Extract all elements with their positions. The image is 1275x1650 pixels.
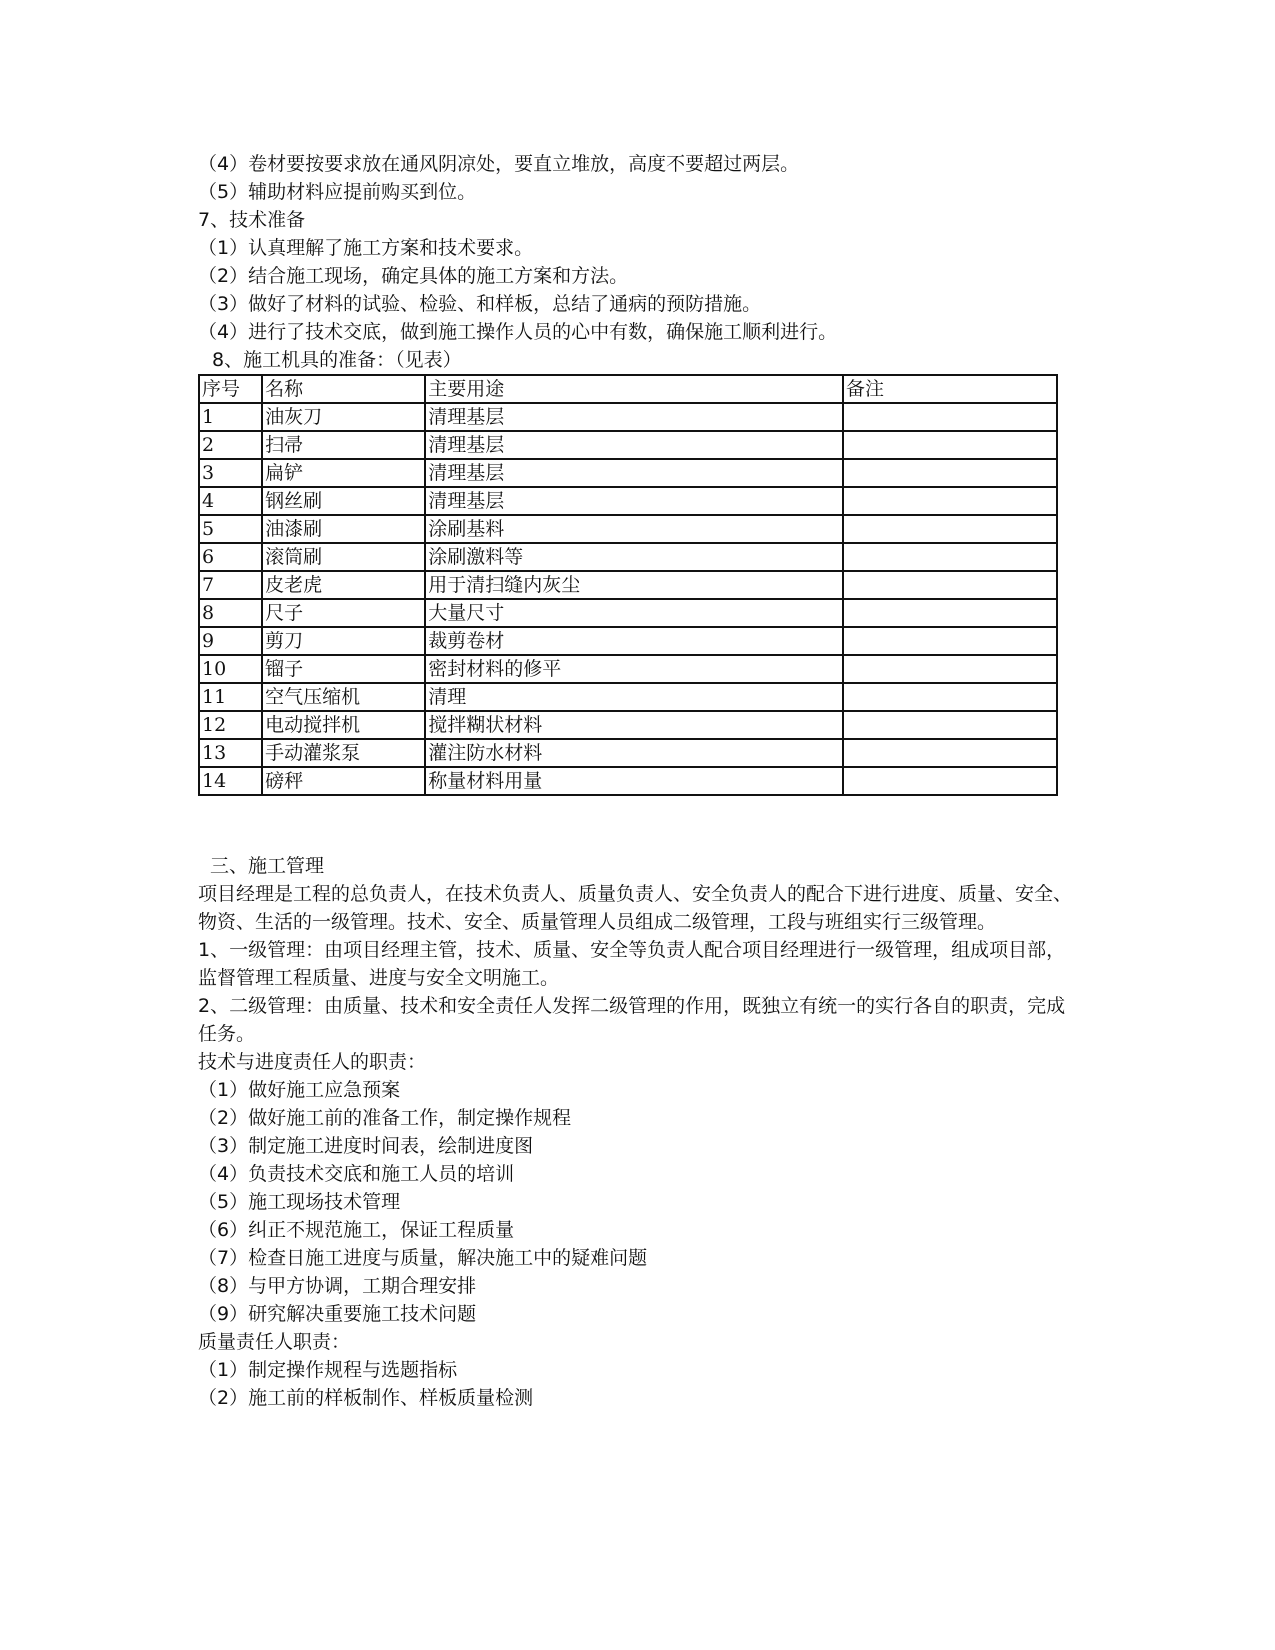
list-item: （7）检查日施工进度与质量，解决施工中的疑难问题 — [198, 1247, 648, 1269]
cell-index: 14 — [199, 767, 262, 795]
cell-name: 剪刀 — [262, 627, 425, 655]
cell-remark — [843, 683, 1057, 711]
list-item: （4）负责技术交底和施工人员的培训 — [198, 1163, 515, 1185]
cell-name: 油漆刷 — [262, 515, 425, 543]
quality-duty-list — [198, 1356, 1078, 1412]
cell-index: 12 — [199, 711, 262, 739]
cell-usage: 清理基层 — [425, 431, 843, 459]
header-usage: 主要用途 — [425, 375, 843, 403]
cell-name: 电动搅拌机 — [262, 711, 425, 739]
cell-index: 4 — [199, 487, 262, 515]
tools-table — [198, 374, 1058, 796]
text-line: （4）卷材要按要求放在通风阴凉处，要直立堆放，高度不要超过两层。 — [198, 153, 800, 175]
list-item: （1）制定操作规程与选题指标 — [198, 1359, 458, 1381]
list-item: （5）施工现场技术管理 — [198, 1191, 401, 1213]
cell-remark — [843, 627, 1057, 655]
table-row — [199, 543, 1057, 571]
paragraph-intro: 项目经理是工程的总负责人，在技术负责人、质量负责人、安全负责人的配合下进行进度、质量、安全、物资、生活的一级管理。技术、安全、质量管理人员组成二级管理，工段与班组实行三级管理。 — [198, 883, 1073, 933]
cell-name: 手动灌浆泵 — [262, 739, 425, 767]
table-row — [199, 599, 1057, 627]
table-row — [199, 711, 1057, 739]
cell-usage: 称量材料用量 — [425, 767, 843, 795]
cell-name: 扫帚 — [262, 431, 425, 459]
cell-index: 10 — [199, 655, 262, 683]
table-row — [199, 767, 1057, 795]
cell-usage: 清理 — [425, 683, 843, 711]
list-item: （8）与甲方协调，工期合理安排 — [198, 1275, 477, 1297]
cell-remark — [843, 571, 1057, 599]
cell-name: 尺子 — [262, 599, 425, 627]
cell-remark — [843, 459, 1057, 487]
cell-index: 5 — [199, 515, 262, 543]
text-line: （4）进行了技术交底，做到施工操作人员的心中有数，确保施工顺利进行。 — [198, 321, 838, 343]
cell-name: 扁铲 — [262, 459, 425, 487]
table-row — [199, 459, 1057, 487]
section-heading: 7、技术准备 — [198, 209, 306, 231]
cell-index: 11 — [199, 683, 262, 711]
cell-usage: 搅拌糊状材料 — [425, 711, 843, 739]
paragraph-level2: 2、二级管理：由质量、技术和安全责任人发挥二级管理的作用，既独立有统一的实行各自的职责，完成任务。 — [198, 995, 1066, 1045]
table-row — [199, 403, 1057, 431]
cell-remark — [843, 767, 1057, 795]
table-row — [199, 627, 1057, 655]
header-name: 名称 — [262, 375, 425, 403]
list-item: （2）施工前的样板制作、样板质量检测 — [198, 1387, 534, 1409]
header-index: 序号 — [199, 375, 262, 403]
cell-name: 镏子 — [262, 655, 425, 683]
table-header-row — [199, 375, 1057, 403]
table-row — [199, 515, 1057, 543]
cell-remark — [843, 543, 1057, 571]
tech-duty-title: 技术与进度责任人的职责： — [198, 1051, 427, 1073]
text-line: （5）辅助材料应提前购买到位。 — [198, 181, 477, 203]
list-item: （3）制定施工进度时间表，绘制进度图 — [198, 1135, 534, 1157]
cell-usage: 灌注防水材料 — [425, 739, 843, 767]
cell-usage: 清理基层 — [425, 487, 843, 515]
cell-usage: 清理基层 — [425, 403, 843, 431]
table-body — [199, 403, 1057, 795]
cell-remark — [843, 655, 1057, 683]
cell-usage: 密封材料的修平 — [425, 655, 843, 683]
cell-usage: 用于清扫缝内灰尘 — [425, 571, 843, 599]
quality-duty-title: 质量责任人职责： — [198, 1331, 351, 1353]
text-line: （2）结合施工现场，确定具体的施工方案和方法。 — [198, 265, 629, 287]
section-title: 三、施工管理 — [210, 855, 325, 877]
cell-remark — [843, 403, 1057, 431]
cell-index: 1 — [199, 403, 262, 431]
document-page — [198, 150, 1078, 1412]
cell-index: 9 — [199, 627, 262, 655]
table-row — [199, 739, 1057, 767]
cell-remark — [843, 515, 1057, 543]
cell-usage: 裁剪卷材 — [425, 627, 843, 655]
cell-index: 8 — [199, 599, 262, 627]
cell-usage: 清理基层 — [425, 459, 843, 487]
tech-duty-list — [198, 1076, 1078, 1328]
text-line: （3）做好了材料的试验、检验、和样板，总结了通病的预防措施。 — [198, 293, 762, 315]
cell-name: 滚筒刷 — [262, 543, 425, 571]
cell-remark — [843, 711, 1057, 739]
cell-remark — [843, 599, 1057, 627]
cell-remark — [843, 487, 1057, 515]
cell-index: 3 — [199, 459, 262, 487]
cell-index: 6 — [199, 543, 262, 571]
paragraph-level1: 1、一级管理：由项目经理主管，技术、质量、安全等负责人配合项目经理进行一级管理，组成项目部，监督管理工程质量、进度与安全文明施工。 — [198, 939, 1066, 989]
cell-name: 皮老虎 — [262, 571, 425, 599]
list-item: （9）研究解决重要施工技术问题 — [198, 1303, 477, 1325]
cell-remark — [843, 739, 1057, 767]
table-row — [199, 571, 1057, 599]
cell-name: 油灰刀 — [262, 403, 425, 431]
table-row — [199, 683, 1057, 711]
list-item: （1）做好施工应急预案 — [198, 1079, 401, 1101]
cell-usage: 涂刷激料等 — [425, 543, 843, 571]
table-row — [199, 655, 1057, 683]
cell-name: 磅秤 — [262, 767, 425, 795]
tools-heading: 8、施工机具的准备：（见表） — [212, 349, 462, 371]
cell-index: 2 — [199, 431, 262, 459]
table-row — [199, 431, 1057, 459]
cell-name: 空气压缩机 — [262, 683, 425, 711]
cell-usage: 涂刷基料 — [425, 515, 843, 543]
list-item: （2）做好施工前的准备工作，制定操作规程 — [198, 1107, 572, 1129]
table-row — [199, 487, 1057, 515]
cell-usage: 大量尺寸 — [425, 599, 843, 627]
cell-remark — [843, 431, 1057, 459]
list-item: （6）纠正不规范施工，保证工程质量 — [198, 1219, 515, 1241]
text-line: （1）认真理解了施工方案和技术要求。 — [198, 237, 534, 259]
cell-index: 13 — [199, 739, 262, 767]
header-remark: 备注 — [843, 375, 1057, 403]
cell-name: 钢丝刷 — [262, 487, 425, 515]
cell-index: 7 — [199, 571, 262, 599]
